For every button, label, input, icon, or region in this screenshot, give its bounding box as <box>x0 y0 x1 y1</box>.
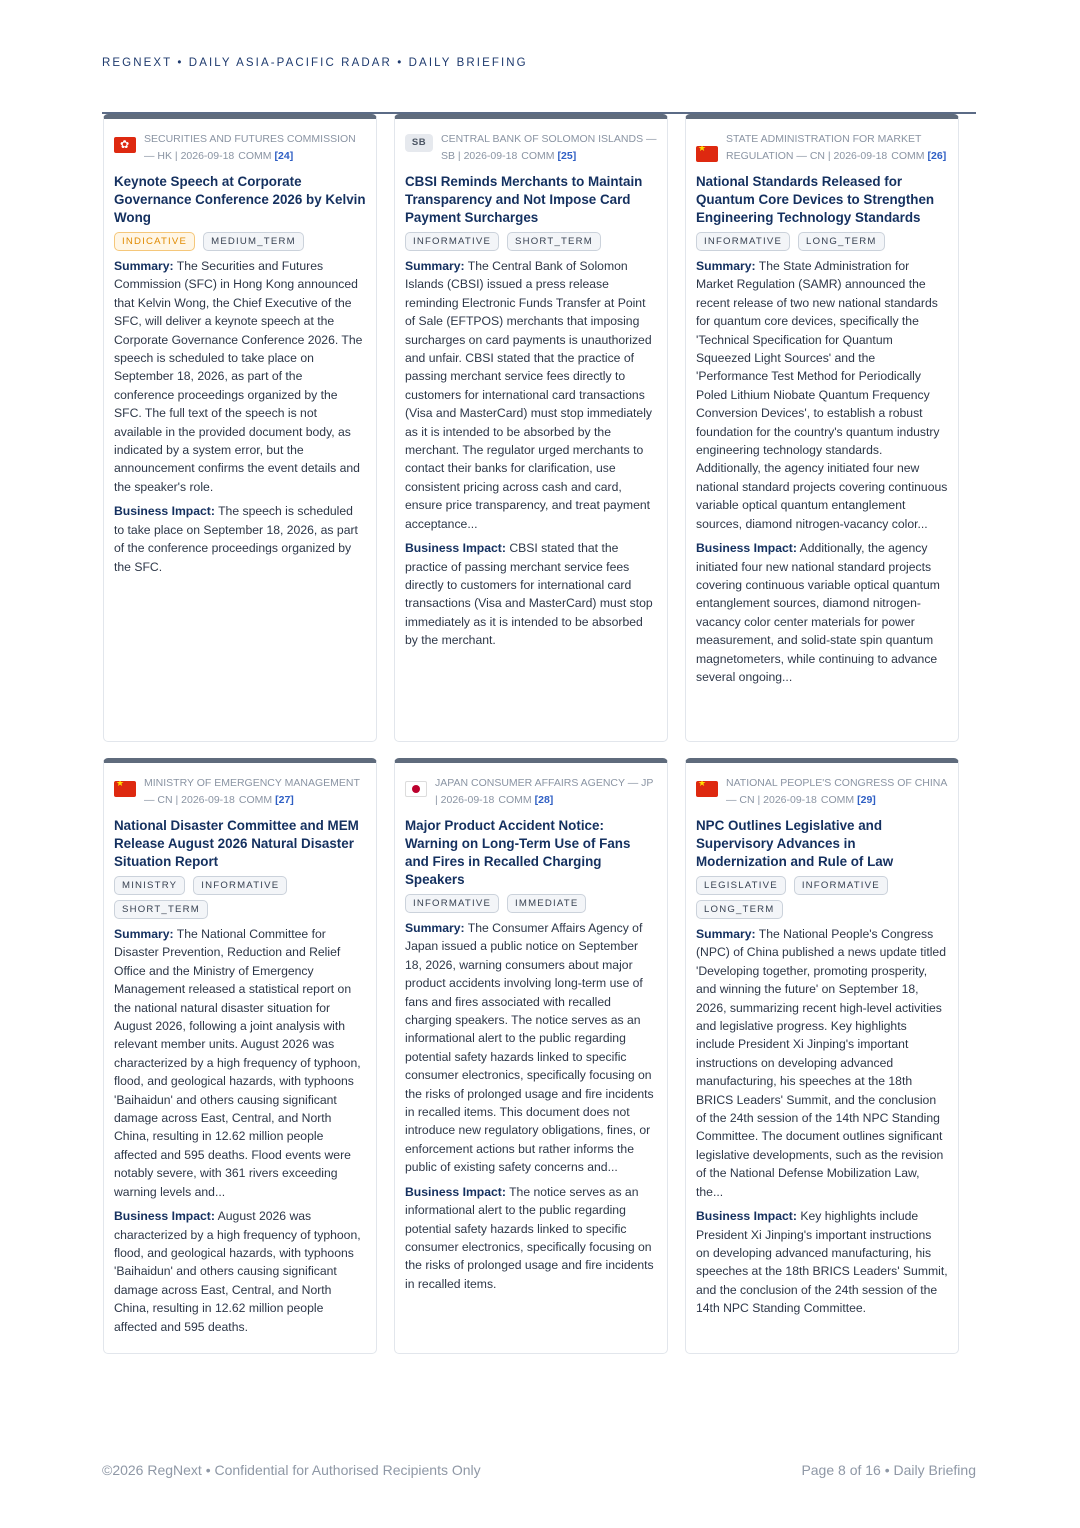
tag-list <box>696 876 948 919</box>
sb-badge-icon: SB <box>405 134 433 152</box>
card-source <box>405 131 657 165</box>
news-card <box>394 758 668 1354</box>
jp-flag-icon <box>405 781 427 797</box>
business-impact: Business Impact: Key highlights include President Xi Jinping's important instructions on developing advanced manufacturing, his speeches at the 18th BRICS Leaders' Summit, and the conclusion of the 24th session of the 14th NPC Standing Committee. <box>696 1209 948 1316</box>
tag-badge: LEGISLATIVE <box>696 876 786 895</box>
reference-link[interactable]: [24] <box>274 150 294 162</box>
comm-label: COMM <box>238 794 273 806</box>
tag-badge: INFORMATIVE <box>794 876 888 895</box>
card-source <box>405 775 657 809</box>
cn-flag-icon <box>114 781 136 797</box>
summary: Summary: The National People's Congress (NPC) of China published a news update titled 'Developing together, promoting prosperity, and winning the future' on September 18, 2026, summarizing recent high-level activities and legislative progress. Key highlights include President Xi Jinping's important instructions on developing advanced manufacturing, his speeches at the 18th BRICS Leaders' Summit, and the conclusion of the 24th session of the 14th NPC Standing Committee. The document outlines significant legislative developments, such as the revision of the National Defense Mobilization Law, the... <box>696 927 946 1199</box>
source-label: MINISTRY OF EMERGENCY MANAGEMENT — CN | 2026-09-18 <box>144 777 360 806</box>
summary: Summary: The Securities and Futures Commission (SFC) in Hong Kong announced that Kelvin Wong, the Chief Executive of the SFC, will deliver a keynote speech at the Corporate Governance Conference 2026. The speech is scheduled to take place on September 18, 2026, as part of the conference proceedings organized by the SFC. The full text of the speech is not available in the provided document body, as indicated by a system error, but the announcement confirms the event details and the speaker's role. <box>114 259 363 494</box>
tag-badge: INFORMATIVE <box>405 232 499 251</box>
source-label: CENTRAL BANK OF SOLOMON ISLANDS — SB | 2026-09-18 <box>441 133 657 162</box>
comm-label: COMM <box>521 150 555 162</box>
source-label: SECURITIES AND FUTURES COMMISSION — HK | 2026-09-18 <box>144 133 356 162</box>
tag-badge: MEDIUM_TERM <box>203 232 304 251</box>
tag-badge: LONG_TERM <box>696 900 783 919</box>
reference-link[interactable]: [27] <box>275 794 294 806</box>
news-card <box>685 758 959 1354</box>
comm-label: COMM <box>498 794 532 806</box>
tag-list <box>114 232 366 251</box>
card-title[interactable]: National Disaster Committee and MEM Release August 2026 Natural Disaster Situation Report <box>114 818 359 869</box>
page-header: REGNEXT • DAILY ASIA-PACIFIC RADAR • DAILY BRIEFING <box>102 57 528 69</box>
tag-badge: INFORMATIVE <box>405 894 499 913</box>
summary: Summary: The Central Bank of Solomon Islands (CBSI) issued a press release reminding Electronic Funds Transfer at Point of Sale (EFTPOS) merchants that imposing surcharges on card payments is unauthorized and unfair. CBSI stated that the practice of passing merchant service fees directly to customers for international card transactions (Visa and MasterCard) must stop immediately as it is intended to be absorbed by the merchant. The regulator urged merchants to contact their banks for clarification, use consistent pricing across cash and card, ensure price transparency, and treat payment acceptance... <box>405 259 652 531</box>
tag-badge: SHORT_TERM <box>114 900 208 919</box>
tag-list <box>114 876 366 919</box>
summary: Summary: The National Committee for Disaster Prevention, Reduction and Relief Office and the Ministry of Emergency Management released a statistical report on the national natural disaster situation for August 2026, following a joint analysis with relevant member units. August 2026 was characterized by a high frequency of typhoon, flood, and geological hazards, with typhoons 'Baihaidun' and others causing significant damage across East, Central, and North China, resulting in 12.62 million people affected and 595 deaths. Flood events were notably severe, with 361 rivers exceeding warning levels and... <box>114 927 361 1199</box>
news-card <box>103 114 377 742</box>
tag-badge: LONG_TERM <box>798 232 885 251</box>
comm-label: COMM <box>238 150 272 162</box>
business-impact: Business Impact: Additionally, the agency initiated four new national standard projects covering continuous variable optical quantum entanglement sources, diamond nitrogen-vacancy color center materials for power measurement, and solid-state spin quantum magnetometers, while continuing to advance several ongoing... <box>696 541 940 684</box>
footer-page-number: Page 8 of 16 • Daily Briefing <box>801 1462 976 1478</box>
card-source <box>114 775 366 809</box>
business-impact: Business Impact: August 2026 was characterized by a high frequency of typhoon, flood, and geological hazards, with typhoons 'Baihaidun' and others causing significant damage across East, Central, and North China, resulting in 12.62 million people affected and 595 deaths. <box>114 1209 361 1334</box>
card-source <box>696 131 948 165</box>
news-card <box>685 114 959 742</box>
footer-copyright: ©2026 RegNext • Confidential for Authorised Recipients Only <box>102 1462 481 1478</box>
tag-badge: INFORMATIVE <box>696 232 790 251</box>
business-impact: Business Impact: CBSI stated that the practice of passing merchant service fees directly to customers for international card transactions (Visa and MasterCard) must stop immediately as it is intended to be absorbed by the merchant. <box>405 541 653 648</box>
source-label: JAPAN CONSUMER AFFAIRS AGENCY — JP | 2026-09-18 <box>435 777 654 806</box>
reference-link[interactable]: [25] <box>557 150 577 162</box>
business-impact: Business Impact: The notice serves as an informational alert to the public regarding potential safety hazards linked to specific consumer electronics, specifically focusing on the risks of prolonged usage and fire incidents in recalled items. <box>405 1184 654 1291</box>
card-title[interactable]: Keynote Speech at Corporate Governance Conference 2026 by Kelvin Wong <box>114 174 366 225</box>
tag-badge: SHORT_TERM <box>507 232 601 251</box>
card-title[interactable]: National Standards Released for Quantum Core Devices to Strengthen Engineering Technology Standards <box>696 174 935 225</box>
tag-list <box>696 232 948 251</box>
tag-badge: IMMEDIATE <box>507 894 586 913</box>
tag-badge: MINISTRY <box>114 876 185 895</box>
card-title[interactable]: NPC Outlines Legislative and Supervisory Advances in Modernization and Rule of Law <box>696 818 894 869</box>
news-card <box>103 758 377 1354</box>
reference-link[interactable]: [28] <box>534 794 554 806</box>
summary: Summary: The Consumer Affairs Agency of Japan issued a public notice on September 18, 2026, warning consumers about major product accidents involving long-term use of fans and fires associated with recalled charging speakers. The notice serves as an informational alert to the public regarding potential safety hazards linked to specific consumer electronics, specifically focusing on the risks of prolonged usage and fire incidents in recalled items. This document does not introduce new regulatory obligations, fines, or enforcement actions but rather informs the public of existing safety concerns and... <box>405 921 654 1175</box>
card-title[interactable]: Major Product Accident Notice: Warning on Long-Term Use of Fans and Fires in Recalled Charging Speakers <box>405 818 631 887</box>
comm-label: COMM <box>891 150 925 162</box>
source-label: NATIONAL PEOPLE'S CONGRESS OF CHINA — CN | 2026-09-18 <box>726 777 947 806</box>
tag-badge: INDICATIVE <box>114 232 195 251</box>
comm-label: COMM <box>820 794 855 806</box>
card-title[interactable]: CBSI Reminds Merchants to Maintain Transparency and Not Impose Card Payment Surcharges <box>405 174 643 225</box>
source-label: STATE ADMINISTRATION FOR MARKET REGULATION — CN | 2026-09-18 <box>726 133 922 162</box>
tag-list <box>405 894 657 913</box>
tag-badge: INFORMATIVE <box>193 876 287 895</box>
business-impact: Business Impact: The speech is scheduled to take place on September 18, 2026, as part of the conference proceedings organized by the SFC. <box>114 504 358 574</box>
tag-list <box>405 232 657 251</box>
card-source <box>696 775 948 809</box>
reference-link[interactable]: [26] <box>927 150 947 162</box>
news-card <box>394 114 668 742</box>
reference-link[interactable]: [29] <box>857 794 876 806</box>
summary: Summary: The State Administration for Market Regulation (SAMR) announced the recent release of two new national standards for quantum core devices, specifically the 'Technical Specification for Quantum Squeezed Light Sources' and the 'Performance Test Method for Periodically Poled Lithium Niobate Quantum Frequency Conversion Devices', to establish a robust foundation for the country's quantum industry engineering technology standards. Additionally, the agency initiated four new national standard projects covering continuous variable optical quantum entanglement sources, diamond nitrogen-vacancy color... <box>696 259 948 531</box>
cn-flag-icon <box>696 781 718 797</box>
hk-flag-icon <box>114 137 136 153</box>
card-source <box>114 131 366 165</box>
cn-flag-icon <box>696 146 718 162</box>
